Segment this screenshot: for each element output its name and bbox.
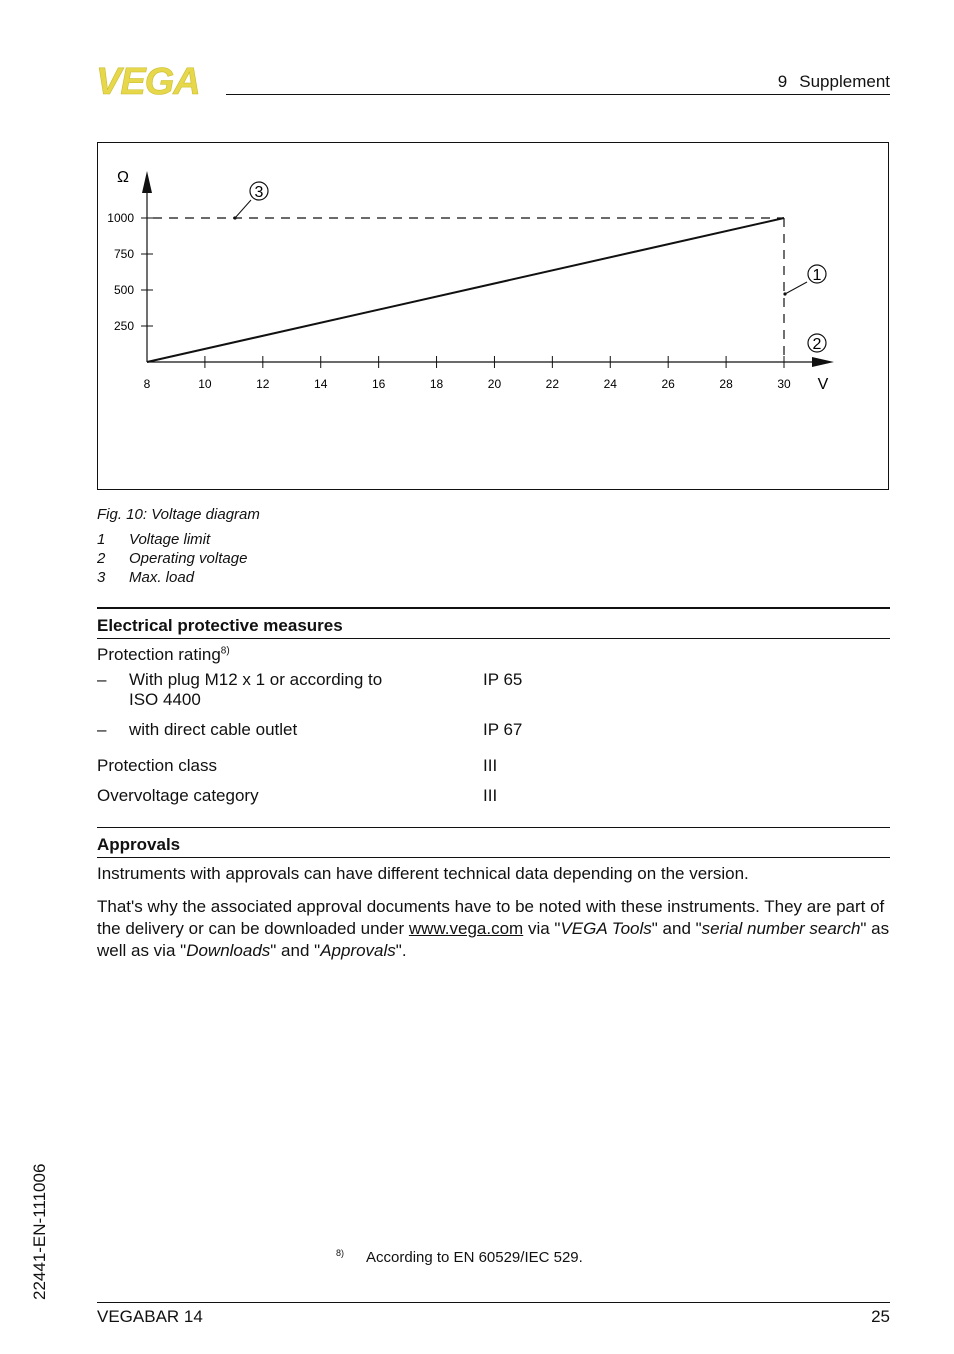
electrical-heading: Electrical protective measures <box>97 616 343 635</box>
text-run: " and " <box>651 919 702 938</box>
approvals-rule-bottom <box>97 857 890 858</box>
footnote-mark: 8) <box>336 1248 345 1258</box>
x-tick-label: 26 <box>661 377 675 391</box>
footer-rule <box>97 1302 890 1303</box>
spec-label-line: ISO 4400 <box>129 690 201 709</box>
y-axis-label: Ω <box>117 169 129 186</box>
y-axis-arrow <box>142 171 152 193</box>
x-tick-label: 20 <box>487 377 502 391</box>
protection-rating-row <box>97 645 890 665</box>
spec-row <box>97 670 890 714</box>
y-tick-label: 250 <box>113 319 134 333</box>
y-tick-label: 750 <box>113 247 134 261</box>
vega-logo <box>96 62 220 98</box>
spec-value: IP 65 <box>483 670 523 689</box>
footnote <box>336 1248 583 1266</box>
x-tick-label: 12 <box>256 377 270 391</box>
document-code: 22441-EN-111006 <box>30 1163 49 1300</box>
section-title <box>778 72 890 92</box>
callout-dot <box>783 292 786 295</box>
x-axis-label: V <box>817 376 829 393</box>
legend-item <box>97 569 247 588</box>
footnote-text: According to EN 60529/IEC 529. <box>366 1249 583 1266</box>
approvals-paragraph-2 <box>97 896 890 962</box>
x-tick-label: 24 <box>603 377 617 391</box>
text-run: That's why the associated approval documents have to be noted with these instruments. They are part of the delivery or can be downloaded under <box>97 897 885 938</box>
protection-rating-label: Protection rating <box>97 645 221 664</box>
callout-number: 2 <box>812 336 822 353</box>
voltage-diagram-frame <box>97 142 889 490</box>
callout-number: 3 <box>254 184 264 201</box>
spec-label <box>129 670 382 710</box>
approvals-rule-top <box>97 827 890 828</box>
callout-leader <box>235 200 251 218</box>
overvoltage-row <box>97 786 890 806</box>
spec-label-line: With plug M12 x 1 or according to <box>129 670 383 689</box>
x-tick-label: 28 <box>719 377 733 391</box>
legend-number: 2 <box>97 550 106 567</box>
figure-legend <box>97 531 247 588</box>
approvals-heading: Approvals <box>97 835 181 854</box>
approvals-term: Approvals <box>320 941 396 960</box>
callout-leader <box>785 282 807 294</box>
header-rule <box>226 94 890 95</box>
section-name: Supplement <box>799 72 890 91</box>
spec-value: IP 67 <box>483 720 523 739</box>
figure-caption: Fig. 10: Voltage diagram <box>97 506 260 523</box>
legend-item <box>97 531 247 550</box>
logo-text: VEGA <box>96 62 200 98</box>
voltage-diagram <box>98 143 888 489</box>
vega-website-link[interactable]: www.vega.com <box>408 919 524 938</box>
overvoltage-value: III <box>483 786 498 805</box>
text-run: " as well as via " <box>97 919 890 960</box>
section-number: 9 <box>777 72 788 91</box>
dash: – <box>97 670 107 689</box>
section-rule-top <box>97 607 890 609</box>
x-tick-label: 22 <box>545 377 560 391</box>
legend-item <box>97 550 247 569</box>
footnote-ref: 8) <box>220 645 230 657</box>
text-run: " and " <box>270 941 321 960</box>
callout-dot <box>233 216 236 219</box>
dash: – <box>97 720 107 739</box>
legend-text: Max. load <box>129 569 195 586</box>
section-rule-bottom <box>97 638 890 639</box>
y-tick-label: 1000 <box>107 211 134 225</box>
max-load-line <box>147 218 784 362</box>
protection-class-label: Protection class <box>97 756 217 775</box>
approvals-paragraph-1: Instruments with approvals can have different technical data depending on the version. <box>97 864 749 883</box>
legend-number: 1 <box>97 531 106 548</box>
text-run: ". <box>395 941 407 960</box>
x-tick-label: 16 <box>371 377 386 391</box>
x-tick-label: 18 <box>429 377 444 391</box>
page-number: 25 <box>871 1307 890 1326</box>
legend-text: Operating voltage <box>129 550 248 567</box>
callout-number: 1 <box>812 267 822 284</box>
protection-class-row <box>97 756 890 776</box>
x-tick-label: 14 <box>314 377 328 391</box>
x-tick-label: 10 <box>198 377 212 391</box>
vega-tools-term: VEGA Tools <box>560 919 652 938</box>
serial-search-term: serial number search <box>701 919 861 938</box>
x-tick-label: 8 <box>143 377 151 391</box>
footer-product: VEGABAR 14 <box>97 1307 203 1326</box>
downloads-term: Downloads <box>186 941 271 960</box>
legend-text: Voltage limit <box>129 531 211 548</box>
spec-label: with direct cable outlet <box>129 720 298 739</box>
y-tick-label: 500 <box>113 283 134 297</box>
x-tick-label: 30 <box>777 377 791 391</box>
overvoltage-label: Overvoltage category <box>97 786 259 805</box>
legend-number: 3 <box>97 569 106 586</box>
text-run: via " <box>523 919 561 938</box>
x-axis-arrow <box>812 357 834 367</box>
protection-class-value: III <box>483 756 498 775</box>
